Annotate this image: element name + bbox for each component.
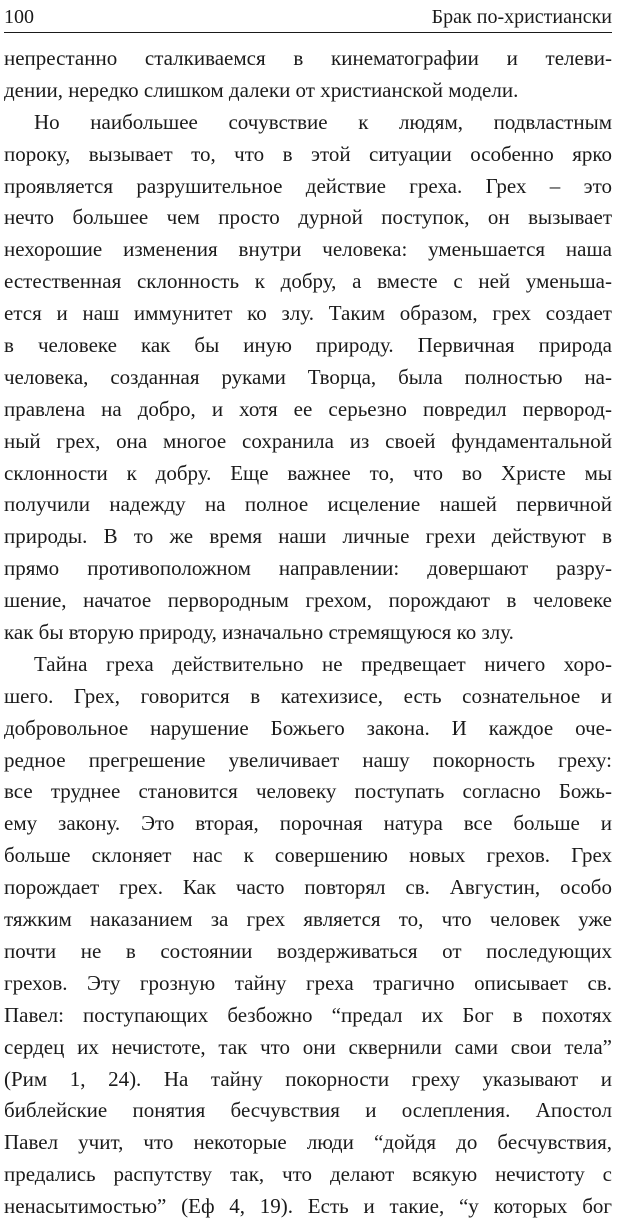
text-line: почти не в состоянии воздерживаться от последующих	[4, 938, 612, 963]
text-line: правлена на добро, и хотя ее серьезно повредил первород-	[4, 396, 612, 421]
header-rule	[4, 32, 612, 33]
text-line: грехов. Эту грозную тайну греха трагично описывает св.	[4, 970, 612, 995]
text-line: больше склоняет нас к совершению новых грехов. Грех	[4, 843, 612, 868]
body-text	[4, 43, 612, 1223]
text-line: человека, созданная руками Творца, была полностью на-	[4, 364, 612, 389]
text-line: все труднее становится человеку поступать согласно Божь-	[4, 779, 612, 804]
text-line: порождает грех. Как часто повторял св. Августин, особо	[4, 875, 612, 900]
text-line: склонности к добру. Еще важнее то, что во Христе мы	[4, 460, 612, 485]
text-line: (Рим 1, 24). На тайну покорности греху указывают и	[4, 1066, 612, 1091]
text-line: шего. Грех, говорится в катехизисе, есть сознательное и	[4, 683, 612, 708]
text-line: получили надежду на полное исцеление нашей первичной	[4, 492, 612, 517]
running-title: Брак по-христиански	[431, 6, 612, 28]
text-line: Павел учит, что некоторые люди “дойдя до бесчувствия,	[4, 1130, 612, 1155]
text-line: естественная склонность к добру, а вместе с ней уменьша-	[4, 269, 612, 294]
text-line: прямо противоположном направлении: довершают разру-	[4, 556, 612, 581]
text-line: природы. В то же время наши личные грехи действуют в	[4, 524, 612, 549]
text-line: как бы вторую природу, изначально стремящуюся ко злу.	[4, 620, 514, 645]
text-line: ный грех, она многое сохранила из своей фундаментальной	[4, 428, 612, 453]
text-line: библейские понятия бесчувствия и ослепления. Апостол	[4, 1098, 612, 1123]
text-line: сердец их нечистоте, так что они сквернили сами свои тела”	[4, 1034, 612, 1059]
text-line: непрестанно сталкиваемся в кинематографии и телеви-	[4, 46, 612, 70]
text-line: Павел: поступающих безбожно “предал их Бог в похотях	[4, 1002, 612, 1027]
text-line: ненасытимостью” (Еф 4, 19). Есть и такие, “у которых бог	[4, 1194, 612, 1219]
text-line: тяжким наказанием за грех является то, что человек уже	[4, 907, 612, 932]
text-line: Но наибольшее сочувствие к людям, подвластным	[34, 109, 612, 134]
text-line: Тайна греха действительно не предвещает ничего хоро-	[34, 651, 612, 676]
text-line: предались распутству так, что делают всякую нечистоту с	[4, 1162, 612, 1187]
text-line: нечто большее чем просто дурной поступок, он вызывает	[4, 205, 612, 230]
text-line: проявляется разрушительное действие греха. Грех – это	[4, 173, 612, 198]
text-line: редное прегрешение увеличивает нашу покорность греху:	[4, 747, 612, 772]
text-line: пороку, вызывает то, что в этой ситуации особенно ярко	[4, 141, 612, 166]
page-number: 100	[4, 6, 34, 28]
text-line: ему закону. Это вторая, порочная натура все больше и	[4, 811, 612, 836]
page-header	[4, 4, 612, 30]
text-line: в человеке как бы иную природу. Первичная природа	[4, 333, 612, 358]
text-line: ется и наш иммунитет ко злу. Таким образом, грех создает	[4, 301, 612, 326]
text-line: добровольное нарушение Божьего закона. И каждое оче-	[4, 715, 612, 740]
text-line: нехорошие изменения внутри человека: уменьшается наша	[4, 237, 612, 262]
text-line: дении, нередко слишком далеки от христианской модели.	[4, 77, 519, 102]
text-line: шение, начатое первородным грехом, порождают в человеке	[4, 588, 612, 613]
